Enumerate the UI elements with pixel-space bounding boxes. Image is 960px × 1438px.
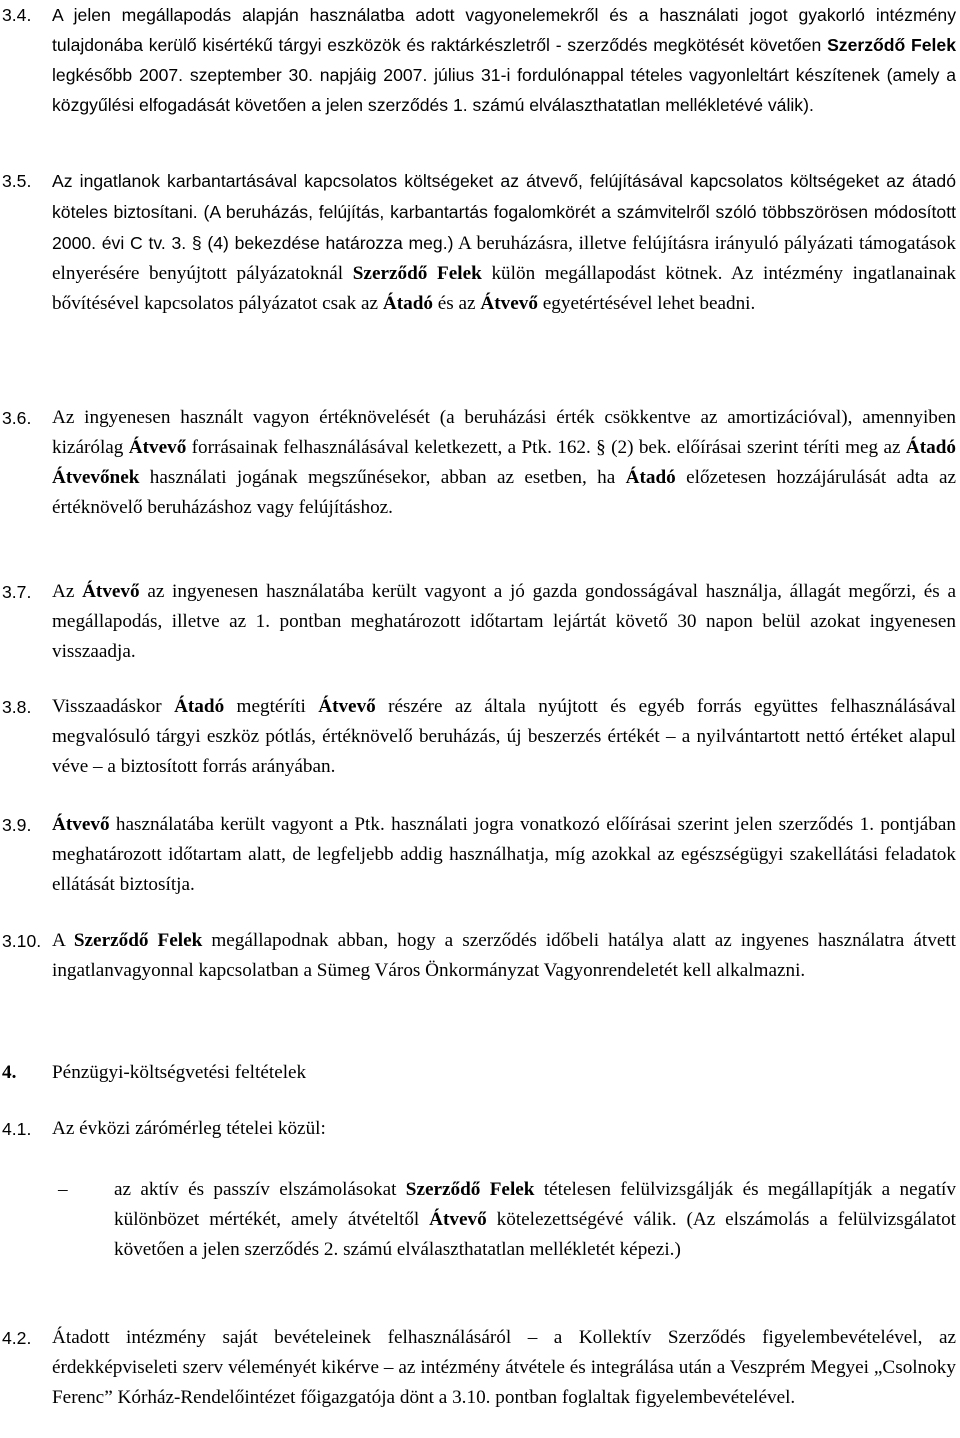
bold-text: Szerződő Felek [827, 35, 956, 55]
section-3-5 [0, 166, 956, 319]
section-number: 3.5. [2, 171, 32, 191]
text-run: kötelezettségévé válik. (Az elszámolás a felülvizsgálatot követően a jelen szerződés 2. számú elválaszthatatlan mellékletét képezi.) [114, 1209, 956, 1260]
text-run: legkésőbb 2007. szeptember 30. napjáig 2007. július 31-i fordulónappal tételes vagyonleltárt készítenek (amely a közgyűlési elfogadását követően a jelen szerződés 1. számú elválaszthatatlan mellékletévé válik). [52, 65, 956, 115]
text-run: egyetértésével lehet beadni. [537, 293, 756, 314]
bold-text: Átadó [625, 467, 676, 488]
section-3-6 [0, 403, 956, 523]
section-4-2 [0, 1323, 956, 1413]
text-run: (A beruházás, felújítás, karbantartás fogalomkörét a számvitelről szóló többszörösen módosított 2000. évi C tv. 3. § (4) bekezdése határozza meg.) [52, 202, 956, 253]
bold-text: Szerződő Felek [352, 263, 482, 284]
text-run: Az ingyenesen használt vagyon értéknövelését (a beruházási érték csökkentve az amortizációval), amennyiben kizárólag [52, 407, 956, 458]
text-run: A [52, 930, 74, 951]
bold-text: Szerződő Felek [73, 930, 203, 951]
section-3-4 [0, 0, 956, 120]
section-3-7 [0, 577, 956, 667]
bold-text: Átvevő [128, 437, 187, 458]
section-number: 4. [2, 1062, 17, 1083]
text-run: forrásainak felhasználásával keletkezett, a Ptk. 162. § (2) bek. előírásai szerint téríti meg az [186, 437, 906, 458]
section-3-10 [0, 926, 956, 986]
section-number: 4.1. [2, 1119, 32, 1139]
text-run: A jelen megállapodás alapján használatba adott vagyonelemekről és a használati jogot gyakorló intézmény tulajdonába kerülő kisértékű tárgyi eszközök és raktárkészletről - szerződés megkötését követően [52, 5, 956, 55]
text-run: külön megállapodást kötnek. Az intézmény ingatlanainak bővítésével kapcsolatos pályázatot csak az [52, 263, 956, 314]
section-text [52, 0, 956, 120]
section-text [52, 166, 956, 319]
bold-text: Átvevő [480, 293, 538, 314]
bold-text: Átvevő [429, 1209, 487, 1230]
text-run: Az ingatlanok karbantartásával kapcsolatos költségeket az átvevő, felújításával kapcsolatos költségeket az átadó köteles biztosítani. [52, 171, 956, 222]
section-number: 3.4. [2, 5, 32, 25]
bold-text: Átvevő [52, 814, 110, 835]
text-run: megtéríti [224, 696, 319, 717]
text-run: megállapodnak abban, hogy a szerződés időbeli hatálya alatt az ingyenes használatra átvett ingatlanvagyonnal kapcsolatban a Sümeg Város Önkormányzat Vagyonrendeletét kell alkalmazni. [52, 930, 956, 981]
text-run: tételesen felülvizsgálják és megállapítják a negatív különbözet mértékét, amely átvételtől [114, 1179, 956, 1230]
bold-text: Átadó Átvevőnek [52, 437, 956, 488]
section-4-heading [0, 1058, 956, 1088]
dash-bullet: – [58, 1179, 68, 1200]
section-number: 3.8. [2, 697, 32, 717]
bold-text: Átvevő [82, 581, 140, 602]
section-text: Átadott intézmény saját bevételeinek felhasználásáról – a Kollektív Szerződés figyelembevételével, az érdekképviseleti szerv véleményét kikérve – az intézmény átvétele és integrálása után a Veszprém Megyei „Csolnoky Ferenc” Kórház-Rendelőintézet főigazgatója dönt a 3.10. pontban foglaltak figyelembevételével. [52, 1327, 956, 1408]
section-text [52, 577, 956, 667]
section-text: Az évközi zárómérleg tételei közül: [52, 1118, 326, 1139]
section-4-1 [0, 1114, 956, 1144]
list-item-text [114, 1175, 956, 1265]
section-text [52, 692, 956, 782]
section-3-9 [0, 810, 956, 900]
section-title: Pénzügyi-költségvetési feltételek [52, 1062, 307, 1083]
section-number: 3.10. [2, 931, 42, 951]
list-item [0, 1175, 956, 1265]
bold-text: Átadó [382, 293, 433, 314]
section-number: 4.2. [2, 1328, 32, 1348]
text-run: részére az általa nyújtott és egyéb forrás együttes felhasználásával megvalósuló tárgyi eszköz pótlás, értéknövelő beruházás, új beszerzés értékét – a nyilvántartott nettó értéket alapul véve – a biztosított forrás arányában. [52, 696, 957, 777]
section-number: 3.6. [2, 408, 32, 428]
bold-text: Átadó [174, 696, 225, 717]
section-number: 3.9. [2, 815, 32, 835]
text-run: Visszaadáskor [52, 696, 175, 717]
text-run: A beruházásra, illetve felújításra irányuló pályázati támogatások elnyerésére benyújtott pályázatoknál [52, 233, 956, 284]
bold-text: Szerződő Felek [405, 1179, 535, 1200]
text-run: előzetesen hozzájárulását adta az értéknövelő beruházáshoz vagy felújításhoz. [52, 467, 956, 518]
text-run: használati jogának megszűnésekor, abban az esetben, ha [139, 467, 626, 488]
text-run: Az [52, 581, 83, 602]
bold-text: Átvevő [318, 696, 376, 717]
section-text [52, 810, 956, 900]
section-3-8 [0, 692, 956, 782]
text-run: és az [432, 293, 481, 314]
section-text [52, 926, 956, 986]
text-run: az ingyenesen használatába került vagyont a jó gazda gondosságával használja, állagát megőrzi, és a megállapodás, illetve az 1. pontban meghatározott időtartam lejártát követő 30 napon belül azokat ingyenesen visszaadja. [52, 581, 956, 662]
section-text [52, 403, 956, 523]
text-run: az aktív és passzív elszámolásokat [114, 1179, 406, 1200]
text-run: használatába került vagyont a Ptk. használati jogra vonatkozó előírásai szerint jelen szerződés 1. pontjában meghatározott időtartam alatt, de legfeljebb addig használhatja, míg azokkal az egészségügyi szakellátási feladatok ellátását biztosítja. [52, 814, 956, 895]
section-number: 3.7. [2, 582, 32, 602]
